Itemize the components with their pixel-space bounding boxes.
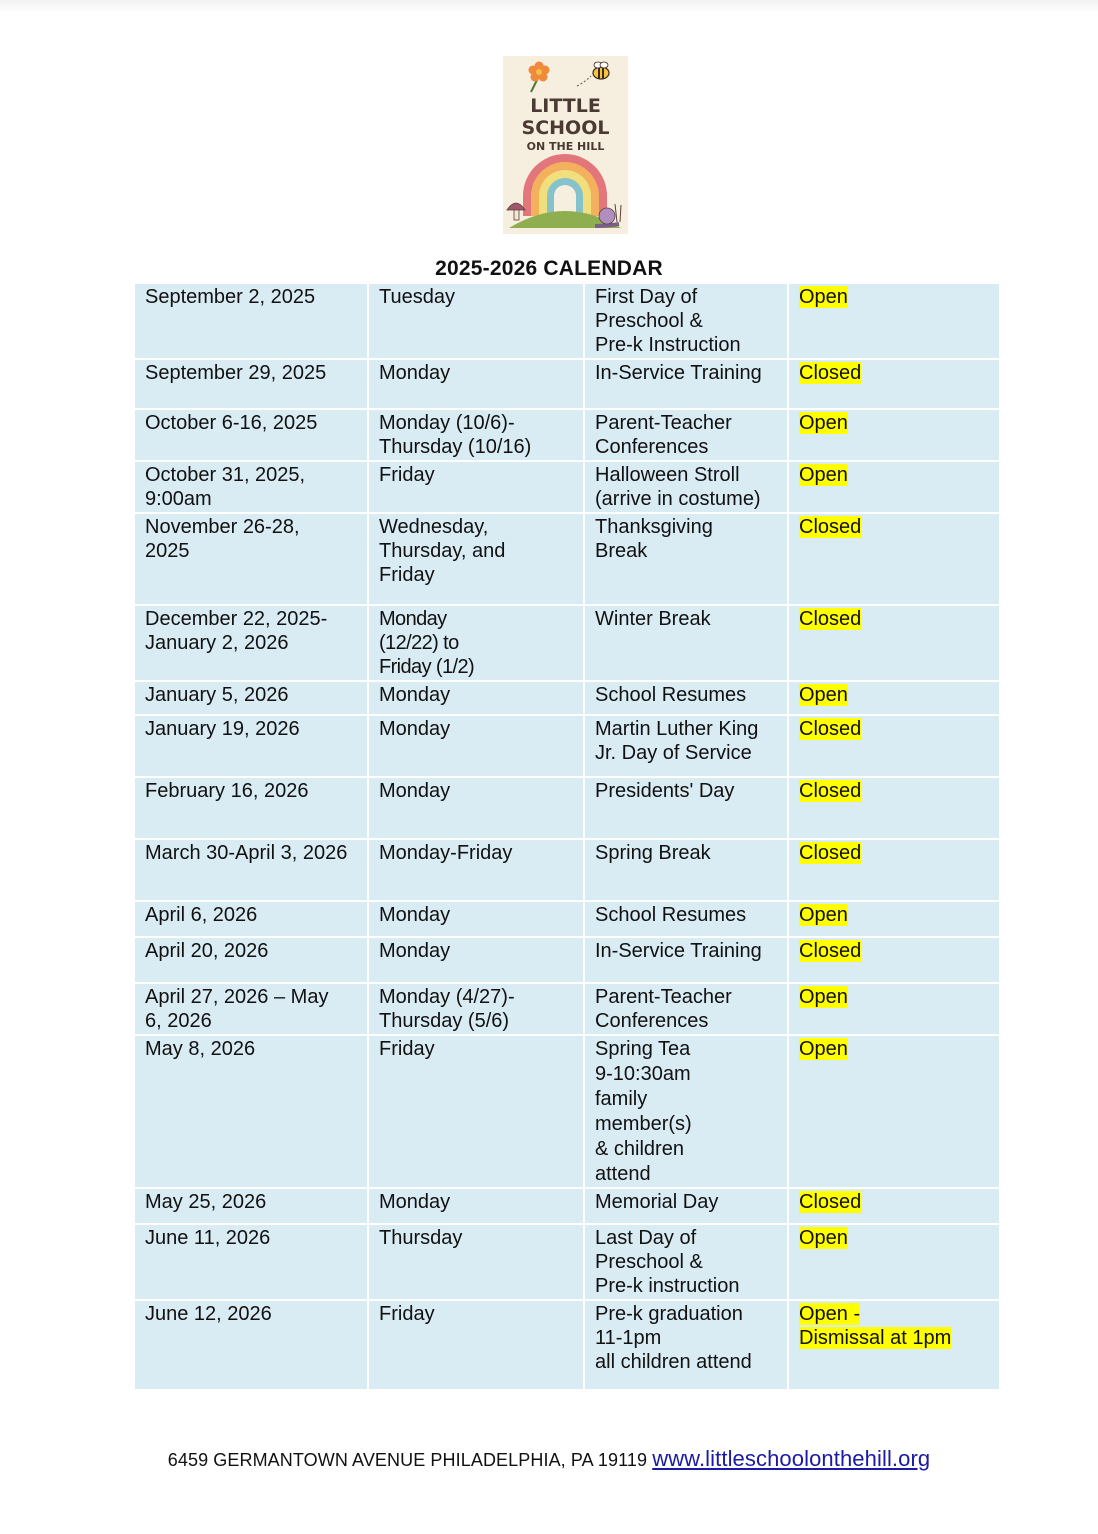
- status-badge: Open: [799, 684, 848, 706]
- date-cell: November 26-28, 2025: [134, 513, 368, 605]
- table-row: [134, 777, 1000, 839]
- calendar-title: 2025-2026 CALENDAR: [435, 257, 663, 280]
- table-row: [134, 1300, 1000, 1390]
- day-cell: Monday (4/27)- Thursday (5/6): [368, 983, 584, 1035]
- date-cell: January 5, 2026: [134, 681, 368, 715]
- status-cell: [788, 983, 1000, 1035]
- footer: [0, 1446, 1098, 1472]
- date-cell: September 29, 2025: [134, 359, 368, 409]
- day-cell: Thursday: [368, 1224, 584, 1300]
- day-cell: Friday: [368, 1035, 584, 1188]
- svg-text:SCHOOL: SCHOOL: [521, 117, 610, 139]
- status-badge: Open: [799, 412, 848, 434]
- status-cell: [788, 461, 1000, 513]
- status-badge: Open - Dismissal at 1pm: [799, 1303, 952, 1349]
- event-cell: Pre-k graduation 11-1pm all children attend: [584, 1300, 788, 1390]
- status-cell: [788, 1300, 1000, 1390]
- table-row: [134, 1188, 1000, 1224]
- event-cell: Parent-Teacher Conferences: [584, 409, 788, 461]
- status-badge: Open: [799, 464, 848, 486]
- status-cell: [788, 839, 1000, 901]
- event-cell: School Resumes: [584, 681, 788, 715]
- status-badge: Open: [799, 1038, 848, 1060]
- date-cell: June 12, 2026: [134, 1300, 368, 1390]
- status-cell: [788, 901, 1000, 937]
- status-badge: Open: [799, 904, 848, 926]
- footer-address: 6459 GERMANTOWN AVENUE PHILADELPHIA, PA 19119: [167, 1450, 648, 1470]
- day-cell: Monday: [368, 359, 584, 409]
- status-badge: Closed: [799, 362, 862, 384]
- table-row: [134, 1224, 1000, 1300]
- date-cell: May 25, 2026: [134, 1188, 368, 1224]
- status-cell: [788, 513, 1000, 605]
- event-cell: Thanksgiving Break: [584, 513, 788, 605]
- date-cell: April 6, 2026: [134, 901, 368, 937]
- page-top-shadow: [0, 0, 1098, 14]
- table-row: [134, 937, 1000, 983]
- day-cell: Monday: [368, 937, 584, 983]
- status-cell: [788, 605, 1000, 681]
- day-cell: Monday (10/6)- Thursday (10/16): [368, 409, 584, 461]
- date-cell: September 2, 2025: [134, 283, 368, 359]
- day-cell: Monday: [368, 715, 584, 777]
- status-badge: Closed: [799, 718, 862, 740]
- table-row: [134, 461, 1000, 513]
- event-cell: Martin Luther King Jr. Day of Service: [584, 715, 788, 777]
- event-cell: In-Service Training: [584, 359, 788, 409]
- status-badge: Closed: [799, 780, 862, 802]
- status-badge: Closed: [799, 842, 862, 864]
- status-cell: [788, 283, 1000, 359]
- event-cell: School Resumes: [584, 901, 788, 937]
- status-cell: [788, 1224, 1000, 1300]
- table-row: [134, 681, 1000, 715]
- day-cell: Monday: [368, 901, 584, 937]
- event-cell: Spring Tea 9-10:30am family member(s) & children attend: [584, 1035, 788, 1188]
- date-cell: February 16, 2026: [134, 777, 368, 839]
- status-cell: [788, 715, 1000, 777]
- table-row: [134, 283, 1000, 359]
- date-cell: October 31, 2025, 9:00am: [134, 461, 368, 513]
- status-badge: Open: [799, 1227, 848, 1249]
- day-cell: Friday: [368, 461, 584, 513]
- status-cell: [788, 409, 1000, 461]
- status-badge: Closed: [799, 608, 862, 630]
- calendar-table: [133, 282, 1001, 1391]
- table-row: [134, 605, 1000, 681]
- school-logo: [503, 56, 628, 234]
- event-cell: Winter Break: [584, 605, 788, 681]
- date-cell: May 8, 2026: [134, 1035, 368, 1188]
- event-cell: Spring Break: [584, 839, 788, 901]
- day-cell: Monday: [368, 681, 584, 715]
- day-cell: Friday: [368, 1300, 584, 1390]
- date-cell: June 11, 2026: [134, 1224, 368, 1300]
- status-cell: [788, 359, 1000, 409]
- date-cell: October 6-16, 2025: [134, 409, 368, 461]
- table-row: [134, 839, 1000, 901]
- status-cell: [788, 1188, 1000, 1224]
- event-cell: In-Service Training: [584, 937, 788, 983]
- day-cell: Monday-Friday: [368, 839, 584, 901]
- website-link[interactable]: www.littleschoolonthehill.org: [652, 1446, 931, 1471]
- status-badge: Closed: [799, 940, 862, 962]
- status-badge: Closed: [799, 516, 862, 538]
- event-cell: Last Day of Preschool & Pre-k instruction: [584, 1224, 788, 1300]
- date-cell: March 30-April 3, 2026: [134, 839, 368, 901]
- status-badge: Open: [799, 286, 848, 308]
- table-row: [134, 715, 1000, 777]
- table-row: [134, 1035, 1000, 1188]
- table-row: [134, 901, 1000, 937]
- table-row: [134, 983, 1000, 1035]
- day-cell: Monday: [368, 777, 584, 839]
- event-cell: Parent-Teacher Conferences: [584, 983, 788, 1035]
- table-row: [134, 513, 1000, 605]
- table-row: [134, 409, 1000, 461]
- event-cell: Halloween Stroll (arrive in costume): [584, 461, 788, 513]
- date-cell: April 27, 2026 – May 6, 2026: [134, 983, 368, 1035]
- table-row: [134, 359, 1000, 409]
- svg-text:ON THE HILL: ON THE HILL: [526, 140, 605, 153]
- day-cell: Monday: [368, 1188, 584, 1224]
- status-cell: [788, 681, 1000, 715]
- svg-text:LITTLE: LITTLE: [530, 95, 601, 117]
- date-cell: January 19, 2026: [134, 715, 368, 777]
- status-badge: Open: [799, 986, 848, 1008]
- date-cell: April 20, 2026: [134, 937, 368, 983]
- event-cell: First Day of Preschool & Pre-k Instruction: [584, 283, 788, 359]
- day-cell: Tuesday: [368, 283, 584, 359]
- status-cell: [788, 937, 1000, 983]
- status-cell: [788, 777, 1000, 839]
- status-badge: Closed: [799, 1191, 862, 1213]
- event-cell: Presidents' Day: [584, 777, 788, 839]
- event-cell: Memorial Day: [584, 1188, 788, 1224]
- status-cell: [788, 1035, 1000, 1188]
- day-cell: Wednesday, Thursday, and Friday: [368, 513, 584, 605]
- day-cell: Monday (12/22) to Friday (1/2): [368, 605, 584, 681]
- date-cell: December 22, 2025- January 2, 2026: [134, 605, 368, 681]
